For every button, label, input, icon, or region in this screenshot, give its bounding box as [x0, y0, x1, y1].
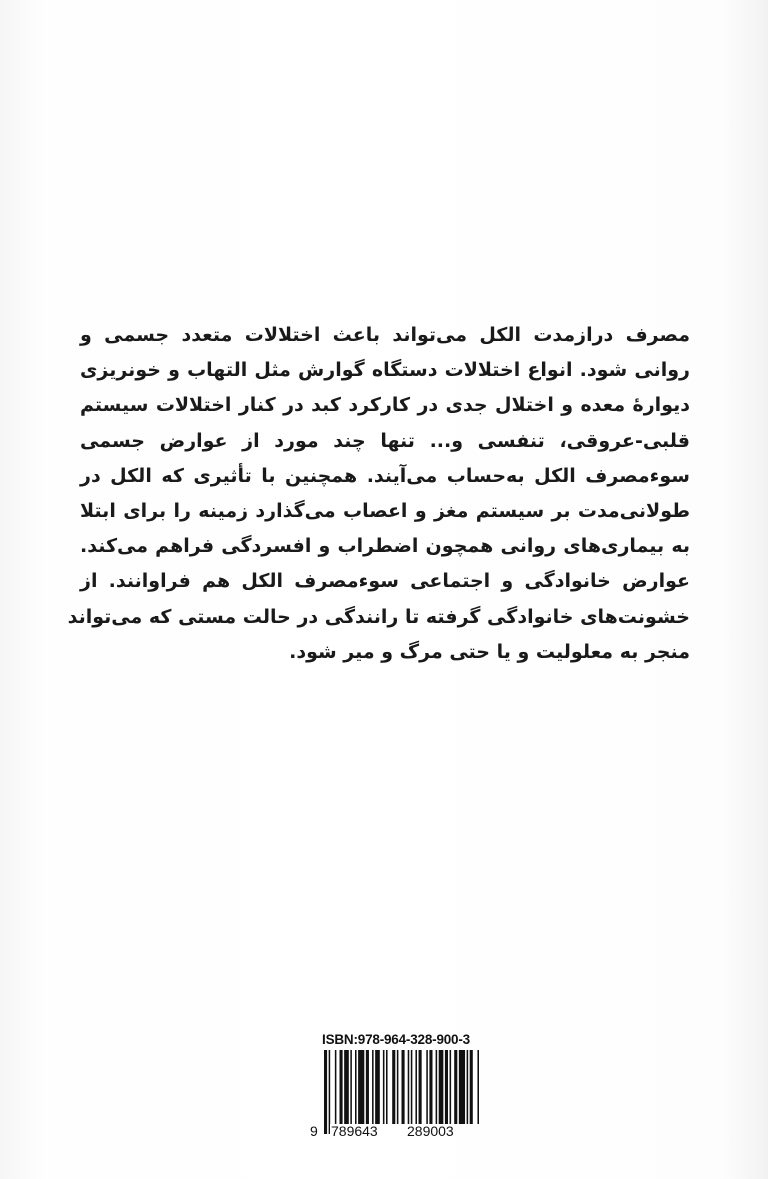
barcode-bar: [477, 1050, 479, 1124]
barcode-bar: [429, 1050, 432, 1124]
barcode-bar: [426, 1050, 428, 1134]
barcode-bar: [439, 1050, 444, 1124]
barcode-bar: [454, 1050, 457, 1124]
blurb-line: به بیماری‌های روانی همچون اضطراب و افسردگی فراهم می‌کند.: [80, 535, 690, 558]
barcode-lead-digit: 9: [310, 1123, 318, 1139]
barcode-bar: [467, 1050, 469, 1124]
blurb-line: قلبی-عروقی، تنفسی و... تنها چند مورد از عوارض جسمی: [80, 429, 690, 452]
barcode-bar: [415, 1050, 417, 1124]
barcode-bars: [310, 1050, 482, 1134]
barcode-bar: [350, 1050, 352, 1124]
blurb-line: خشونت‌های خانوادگی گرفته تا رانندگی در حالت مستی که می‌تواند: [67, 605, 690, 628]
barcode-bar: [436, 1050, 438, 1124]
barcode-bar: [392, 1050, 395, 1124]
blurb-line: دیوارهٔ معده و اختلال جدی در کارکرد کبد در کنار اختلالات سیستم: [80, 394, 690, 417]
barcode-bar: [375, 1050, 380, 1124]
barcode-bar: [402, 1050, 405, 1124]
blurb-line: روانی شود. انواع اختلالات دستگاه گوارش مثل التهاب و خونریزی: [80, 359, 690, 382]
barcode-bar: [329, 1050, 331, 1134]
barcode-bar: [408, 1050, 410, 1124]
barcode-left-digits: 789643: [331, 1123, 378, 1139]
barcode-bar: [335, 1050, 337, 1124]
back-cover-blurb: [67, 318, 690, 670]
blurb-line: طولانی‌مدت بر سیستم مغز و اعصاب می‌گذارد زمینه را برای ابتلا: [80, 500, 690, 523]
barcode-bar: [344, 1050, 349, 1124]
barcode-bar: [411, 1050, 413, 1124]
barcode-bar: [445, 1050, 448, 1124]
blurb-line: منجر به معلولیت و یا حتی مرگ و میر شود.: [289, 640, 690, 663]
barcode-bar: [358, 1050, 364, 1124]
barcode-bar: [366, 1050, 369, 1124]
barcode-bar: [355, 1050, 357, 1124]
blurb-line: سوءمصرف الکل به‌حساب می‌آیند. همچنین با تأثیری که الکل در: [80, 464, 690, 487]
barcode-right-digits: 289003: [407, 1123, 454, 1139]
barcode-bar: [372, 1050, 374, 1124]
barcode: [310, 1050, 482, 1138]
barcode-bar: [386, 1050, 388, 1124]
isbn-block: [310, 1032, 482, 1138]
barcode-bar: [340, 1050, 343, 1124]
blurb-line: عوارض خانوادگی و اجتماعی سوءمصرف الکل هم فراوانند. از: [80, 570, 690, 593]
barcode-bar: [419, 1050, 422, 1134]
isbn-number: ISBN:978-964-328-900-3: [322, 1032, 470, 1047]
barcode-bar: [450, 1050, 452, 1124]
barcode-bar: [383, 1050, 385, 1124]
blurb-line: مصرف درازمدت الکل می‌تواند باعث اختلالات متعدد جسمی و: [80, 324, 690, 346]
barcode-bar: [324, 1050, 327, 1134]
barcode-bar: [470, 1050, 473, 1124]
barcode-bar: [397, 1050, 399, 1124]
barcode-bar: [459, 1050, 465, 1124]
